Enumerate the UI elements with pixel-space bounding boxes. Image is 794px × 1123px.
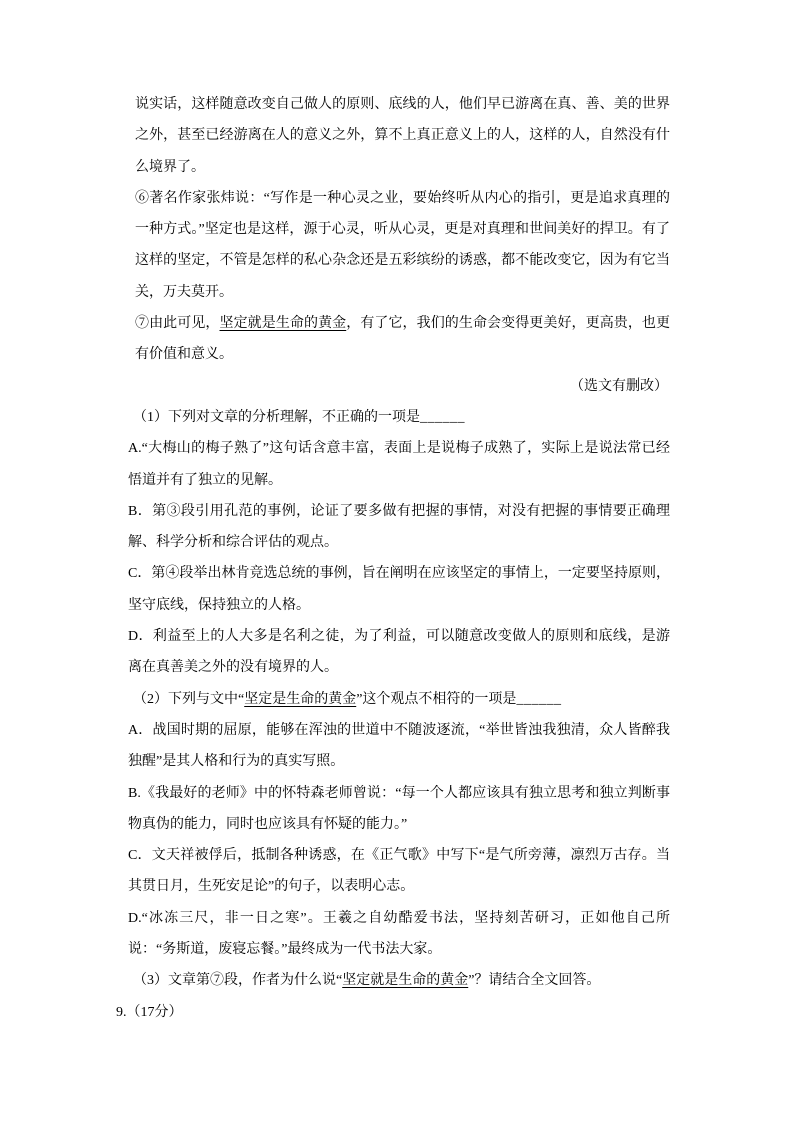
question-2-stem [133,684,674,715]
underlined-phrase-gold-of-life: 坚定就是生命的黄金 [342,973,469,989]
source-note: （选文有删改） [570,378,668,394]
question-3-stem-pre: （3）文章第⑦段，作者为什么说“ [133,973,343,989]
next-question-number: 9.（17分） [116,1004,183,1020]
question-1-option-d: D．利益至上的人大多是名利之徒，为了利益，可以随意改变做人的原则和底线，是游离在真善美之外的没有境界的人。 [128,629,670,676]
question-1-stem-text: （1）下列对文章的分析理解，不正确的一项是 [133,409,420,425]
question-2-answer-blank: ______ [516,691,562,707]
passage-paragraph-5: 说实话，这样随意改变自己做人的原则、底线的人，他们早已游离在真、善、美的世界之外，甚至已经游离在人的意义之外，算不上真正意义上的人，这样的人，自然没有什么境界了。 [135,97,670,175]
question-1-option-b: B．第③段引用孔范的事例，论证了要多做有把握的事情，对没有把握的事情要正确理解、科学分析和综合评估的观点。 [128,503,670,551]
question-2-option-a: A．战国时期的屈原，能够在浑浊的世道中不随波逐流，“举世皆浊我独清，众人皆醉我独醒”是其人格和行为的真实写照。 [128,722,670,770]
underlined-phrase-gold-of-life: 坚定是生命的黄金 [244,691,357,707]
passage-paragraph-6: ⑥著名作家张炜说：“写作是一种心灵之业，要始终听从内心的指引，更是追求真理的一种方式。”坚定也是这样，源于心灵，听从心灵，更是对真理和世间美好的捍卫。有了这样的坚定，不管是怎样的私心杂念还是五彩缤纷的诱惑，都不能改变它，因为有它当关，万夫莫开。 [135,190,670,300]
passage-paragraph-7-post: ，有了它，我们的生命会变得更美好，更高贵，也更有价值和意义。 [135,316,671,363]
question-2-stem-post: ”这个观点不相符的一项是 [356,691,517,707]
question-1-answer-blank: ______ [420,409,465,425]
question-1-option-a: A.“大梅山的梅子熟了”这句话含意丰富，表面上是说梅子成熟了，实际上是说法常已经悟道并有了独立的见解。 [128,441,670,488]
passage-paragraph-7 [135,308,670,371]
underlined-phrase-gold-of-life: 坚定就是生命的黄金 [219,316,347,332]
question-2-option-c: C．文天祥被俘后，抵制各种诱惑，在《正气歌》中写下“是气所旁薄，凛烈万古存。当其贯日月，生死安足论”的句子，以表明心志。 [128,848,670,895]
question-2-stem-pre: （2）下列与文中“ [133,691,245,707]
question-1-option-c: C．第④段举出林肯竞选总统的事例，旨在阐明在应该坚定的事情上，一定要坚持原则，坚守底线，保持独立的人格。 [128,566,670,613]
question-1-stem [133,402,674,433]
question-2-option-d: D.“冰冻三尺，非一日之寒”。王羲之自幼酷爱书法，坚持刻苦研习，正如他自己所说：“务斯道，废寝忘餐。”最终成为一代书法大家。 [128,910,670,958]
question-3-stem [133,965,674,996]
question-2-option-b: B.《我最好的老师》中的怀特森老师曾说：“每一个人都应该具有独立思考和独立判断事物真伪的能力，同时也应该具有怀疑的能力。” [128,785,670,832]
passage-paragraph-7-pre: ⑦由此可见， [135,316,220,332]
question-3-stem-post: ”？请结合全文回答。 [468,973,601,989]
